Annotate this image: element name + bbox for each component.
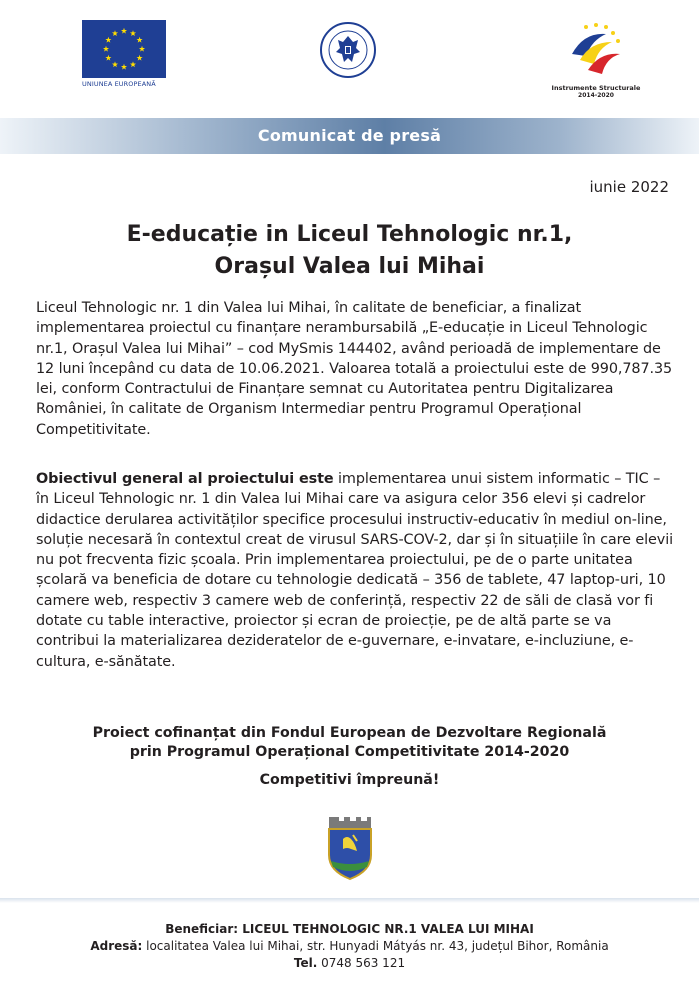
document-title bbox=[0, 219, 699, 283]
beneficiary-value: LICEUL TEHNOLOGIC NR.1 VALEA LUI MIHAI bbox=[238, 922, 534, 936]
eu-star-icon bbox=[130, 30, 136, 36]
eu-star-icon bbox=[139, 46, 145, 52]
address-value: localitatea Valea lui Mihai, str. Hunyadi Mátyás nr. 43, județul Bihor, România bbox=[142, 939, 609, 953]
eu-star-icon bbox=[137, 37, 143, 43]
eu-star-icon bbox=[130, 61, 136, 67]
eu-star-icon bbox=[121, 28, 127, 34]
government-seal-icon bbox=[320, 22, 376, 78]
eu-star-icon bbox=[137, 55, 143, 61]
eu-star-icon bbox=[105, 37, 111, 43]
footer-address bbox=[0, 938, 699, 955]
footer-beneficiary bbox=[0, 921, 699, 938]
eu-star-icon bbox=[105, 55, 111, 61]
structural-instruments-label: Instrumente Structurale bbox=[551, 84, 641, 92]
objective-lead: Obiectivul general al proiectului este bbox=[36, 471, 334, 487]
funding-line-1: Proiect cofinanțat din Fondul European de Dezvoltare Regională bbox=[92, 725, 607, 741]
eu-stars-icon bbox=[82, 20, 166, 78]
address-label: Adresă: bbox=[90, 939, 143, 953]
phone-value: 0748 563 121 bbox=[317, 956, 406, 970]
footer-phone bbox=[0, 955, 699, 972]
structural-instruments-years: 2014-2020 bbox=[578, 92, 614, 99]
structural-instruments-logo bbox=[546, 20, 646, 99]
title-line-2: Orașul Valea lui Mihai bbox=[214, 254, 485, 279]
eu-star-icon bbox=[112, 61, 118, 67]
beneficiary-label: Beneficiar: bbox=[165, 922, 239, 936]
press-release-banner bbox=[0, 118, 699, 154]
release-date: iunie 2022 bbox=[589, 178, 669, 196]
banner-title: Comunicat de presă bbox=[257, 126, 442, 145]
eu-label: UNIUNEA EUROPEANĂ bbox=[82, 80, 156, 88]
footer-separator bbox=[0, 898, 699, 903]
paragraph-intro: Liceul Tehnologic nr. 1 din Valea lui Mihai, în calitate de beneficiar, a finalizat implementarea proiectul cu finanțare nerambursabilă „E-educație in Liceul Tehnologic nr.1, Orașul Valea lui Mihai” – cod MySmis 144402, având perioadă de implementare de 12 luni începând cu data de 10.06.2021. Valoarea totală a proiectului este de 990,787.35 lei, conform Contractului de Finanțare semnat cu Autoritatea pentru Digitalizarea României, în calitate de Organism Intermediar pentru Programul Operațional Competitivitate. bbox=[36, 300, 673, 438]
paragraph-objective bbox=[36, 469, 676, 672]
title-line-1: E-educație in Liceul Tehnologic nr.1, bbox=[126, 222, 573, 247]
objective-text: implementarea unui sistem informatic – TIC – în Liceul Tehnologic nr. 1 din Valea lui Mihai care va asigura celor 356 elevi și cadrelor didactice derularea activităților specifice procesului instructiv-educativ în mediul on-line, soluție necesară în contextul creat de virusul SARS-COV-2, dar și în situațiile în care elevii nu pot frecventa fizic școala. Prin implementarea proiectului, pe de o parte unitatea școlară va beneficia de dotare cu tehnologie dedicată – 356 de tablete, 47 laptop-uri, 10 camere web, respectiv 3 camere web de conferință, respectiv 22 de săli de clasă vor fi dotate cu table interactive, proiector și ecran de proiecție, pe de altă parte se va contribui la materializarea dezideratelor de e-guvernare, e-invatare, e-incluziune, e-cultura, e-sănătate. bbox=[36, 471, 673, 670]
eu-star-icon bbox=[112, 30, 118, 36]
funding-statement bbox=[0, 724, 699, 762]
eu-logo bbox=[82, 20, 166, 88]
town-crest-icon bbox=[327, 815, 373, 881]
slogan: Competitivi împreună! bbox=[259, 772, 440, 788]
eu-star-icon bbox=[103, 46, 109, 52]
structural-instruments-icon bbox=[566, 20, 626, 78]
eu-flag-icon bbox=[82, 20, 166, 78]
eu-star-icon bbox=[121, 64, 127, 70]
funding-line-2: prin Programul Operațional Competitivitate 2014-2020 bbox=[129, 744, 570, 760]
phone-label: Tel. bbox=[293, 956, 318, 970]
